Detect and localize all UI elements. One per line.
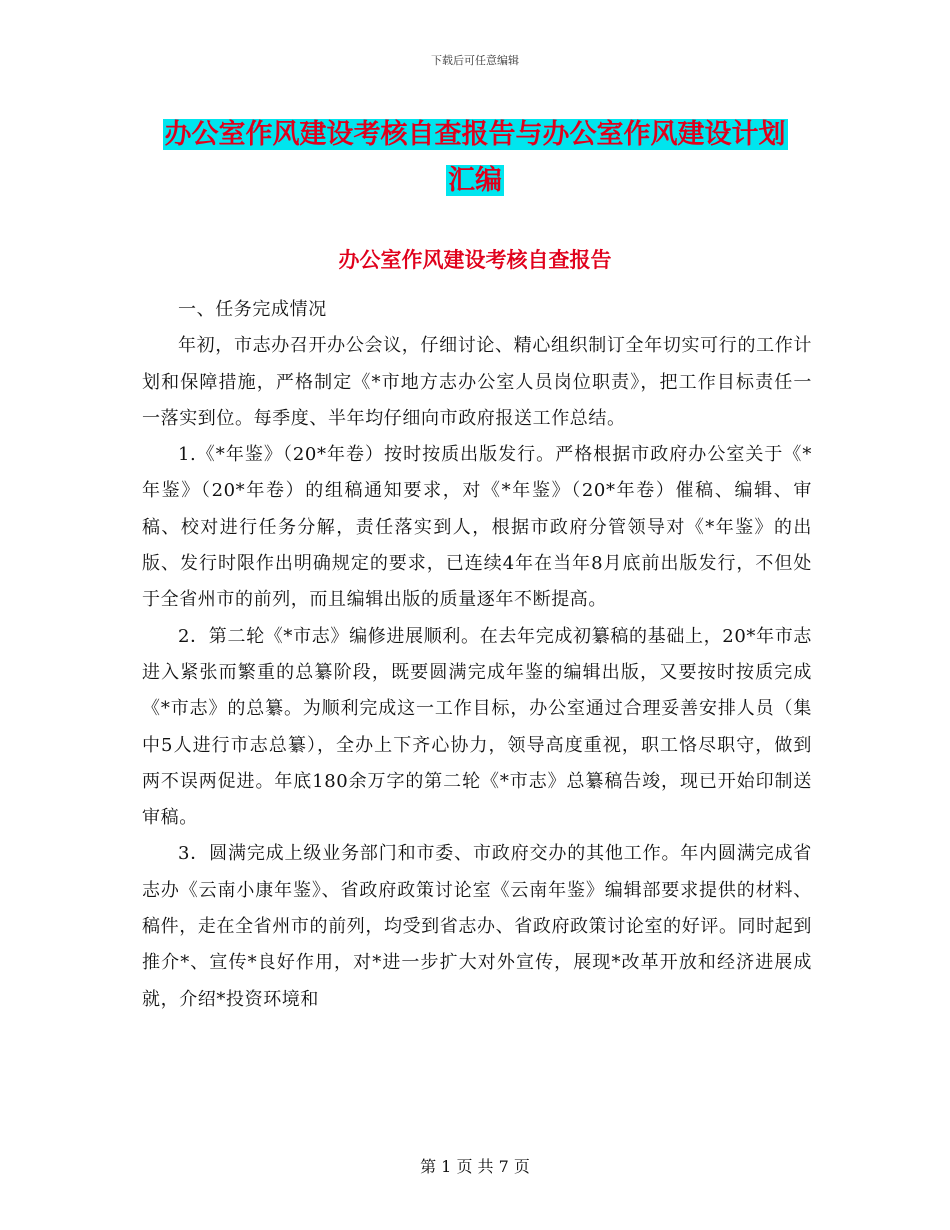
page-number-footer: 第 1 页 共 7 页: [420, 1157, 530, 1176]
paragraph-heading: 一、任务完成情况: [178, 299, 327, 320]
paragraph: 年初，市志办召开办公会议，仔细讨论、精心组织制订全年切实可行的工作计划和保障措施，严格制定《*市地方志办公室人员岗位职责》，把工作目标责任一一落实到位。每季度、半年均仔细向市政府报送工作总结。: [142, 335, 812, 429]
body-text: [142, 292, 812, 1018]
document-title-line-1: 办公室作风建设考核自查报告与办公室作风建设计划: [164, 119, 786, 150]
document-title: [140, 112, 810, 204]
section-title: 办公室作风建设考核自查报告: [338, 248, 612, 272]
document-title-line-2: 汇编: [448, 165, 502, 196]
paragraph: 2．第二轮《*市志》编修进展顺利。在去年完成初纂稿的基础上，20*年市志进入紧张而繁重的总纂阶段，既要圆满完成年鉴的编辑出版，又要按时按质完成《*市志》的总纂。为顺利完成这一工作目标，办公室通过合理妥善安排人员（集中5人进行市志总纂），全办上下齐心协力，领导高度重视，职工恪尽职守，做到两不误两促进。年底180余万字的第二轮《*市志》总纂稿告竣，现已开始印制送审稿。: [142, 625, 812, 829]
paragraph: 3．圆满完成上级业务部门和市委、市政府交办的其他工作。年内圆满完成省志办《云南小康年鉴》、省政府政策讨论室《云南年鉴》编辑部要求提供的材料、稿件，走在全省州市的前列，均受到省志办、省政府政策讨论室的好评。同时起到推介*、宣传*良好作用，对*进一步扩大对外宣传，展现*改革开放和经济进展成就，介绍*投资环境和: [142, 843, 812, 1010]
paragraph: 1.《*年鉴》（20*年卷）按时按质出版发行。严格根据市政府办公室关于《*年鉴》（20*年卷）的组稿通知要求，对《*年鉴》（20*年卷）催稿、编辑、审稿、校对进行任务分解，责任落实到人，根据市政府分管领导对《*年鉴》的出版、发行时限作出明确规定的要求，已连续4年在当年8月底前出版发行，不但处于全省州市的前列，而且编辑出版的质量逐年不断提高。: [142, 444, 812, 611]
page-header-note: 下载后可任意编辑: [431, 54, 519, 67]
